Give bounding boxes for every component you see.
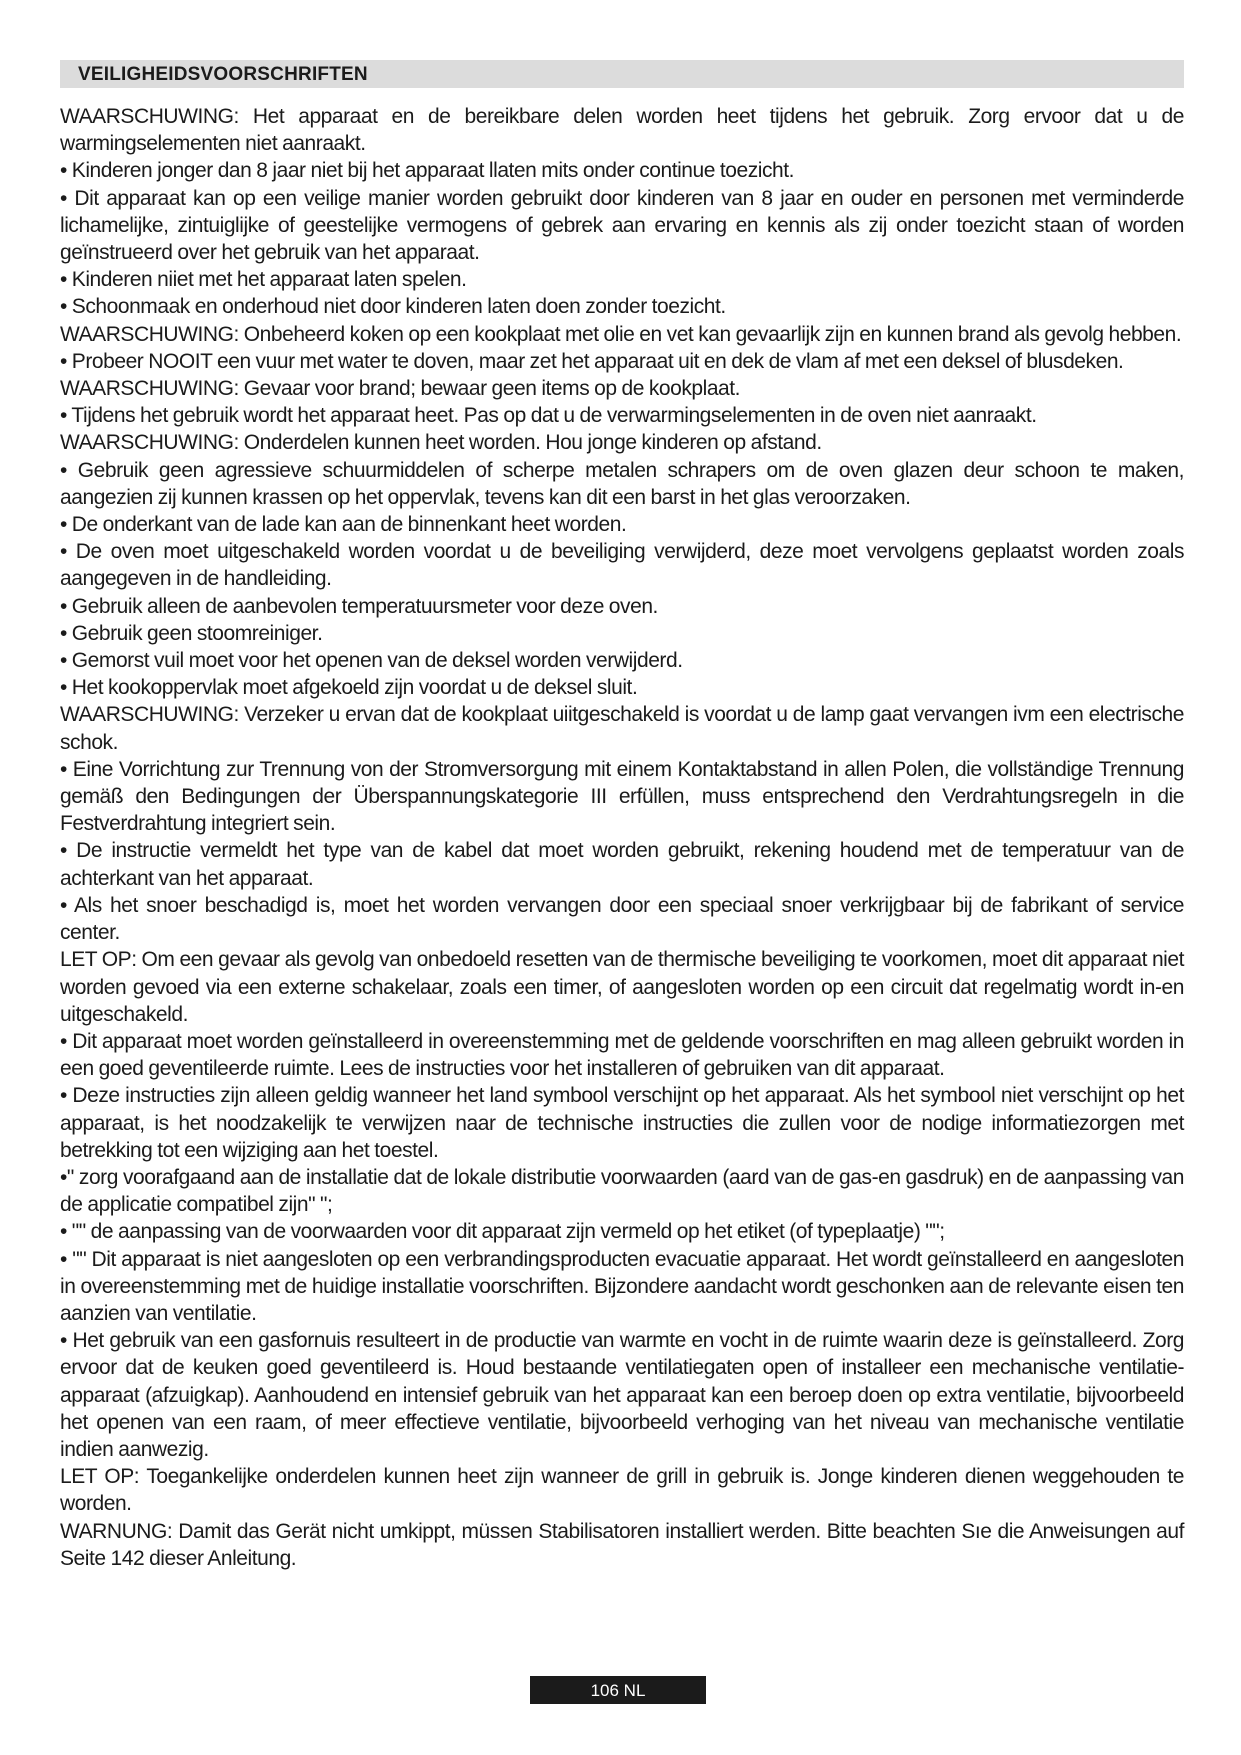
paragraph: WAARSCHUWING: Het apparaat en de bereikbare delen worden heet tijdens het gebruik. Zorg ervoor dat u de warmingselementen niet aanraakt.	[60, 105, 1184, 156]
paragraph: WAARSCHUWING: Onderdelen kunnen heet worden. Hou jonge kinderen op afstand.	[60, 431, 822, 455]
paragraph: WAARSCHUWING: Onbeheerd koken op een kookplaat met olie en vet kan gevaarlijk zijn en kunnen brand als gevolg hebben.	[60, 322, 1182, 346]
paragraph: • Schoonmaak en onderhoud niet door kinderen laten doen zonder toezicht.	[60, 295, 726, 319]
paragraph: • Kinderen niiet met het apparaat laten spelen.	[60, 268, 467, 292]
paragraph: • "" Dit apparaat is niet aangesloten op een verbrandingsproducten evacuatie apparaat. Het wordt geïnstalleerd en aangesloten in overeenstemming met de huidige installatie voorschriften. Bijzondere aandacht wordt geschonken aan de relevante eisen ten aanzien van ventilatie.	[60, 1247, 1184, 1325]
paragraph: • Het gebruik van een gasfornuis resulteert in de productie van warmte en vocht in de ruimte waarin deze is geïnstalleerd. Zorg ervoor dat de keuken goed geventileerd is. Houd bestaande ventilatiegaten open of installeer een mechanische ventilatie-apparaat (afzuigkap). Aanhoudend en intensief gebruik van het apparaat kan een beroep doen op extra ventilatie, bijvoorbeeld het openen van een raam, of meer effectieve ventilatie, bijvoorbeeld verhoging van het niveau van mechanische ventilatie indien aanwezig.	[60, 1329, 1184, 1461]
paragraph: • De instructie vermeldt het type van de kabel dat moet worden gebruikt, rekening houdend met de temperatuur van de achterkant van het apparaat.	[60, 839, 1184, 890]
paragraph: •" zorg voorafgaand aan de installatie dat de lokale distributie voorwaarden (aard van de gas-en gasdruk) en de aanpassing van de applicatie compatibel zijn" ";	[60, 1165, 1184, 1217]
paragraph: • Deze instructies zijn alleen geldig wanneer het land symbool verschijnt op het apparaat. Als het symbool niet verschijnt op het apparaat, is het noodzakelijk te verwijzen naar de technische instructies die zullen voor de nodige informatiezorgen met betrekking tot een wijziging aan het toestel.	[60, 1084, 1184, 1162]
paragraph: • Kinderen jonger dan 8 jaar niet bij het apparaat llaten mits onder continue toezicht.	[60, 159, 795, 183]
page-number: 106 NL	[530, 1676, 706, 1704]
paragraph: • Gebruik alleen de aanbevolen temperatuursmeter voor deze oven.	[60, 594, 658, 618]
paragraph: • Als het snoer beschadigd is, moet het worden vervangen door een speciaal snoer verkrijgbaar bij de fabrikant of service center.	[60, 893, 1184, 945]
paragraph: • Probeer NOOIT een vuur met water te doven, maar zet het apparaat uit en dek de vlam af met een deksel of blusdeken.	[60, 349, 1124, 373]
paragraph: LET OP: Om een gevaar als gevolg van onbedoeld resetten van de thermische beveiliging te voorkomen, moet dit apparaat niet worden gevoed via een externe schakelaar, zoals een timer, of aangesloten worden op een circuit dat regelmatig wordt in-en uitgeschakeld.	[60, 948, 1184, 1026]
section-title: VEILIGHEIDSVOORSCHRIFTEN	[60, 60, 1184, 88]
paragraph: • Gebruik geen agressieve schuurmiddelen of scherpe metalen schrapers om de oven glazen deur schoon te maken, aangezien zij kunnen krassen op het oppervlak, tevens kan dit een barst in het glas veroorzaken.	[60, 458, 1184, 509]
safety-instructions-text	[60, 103, 1184, 1572]
paragraph: WAARSCHUWING: Verzeker u ervan dat de kookplaat uiitgeschakeld is voordat u de lamp gaat vervangen ivm een electrische schok.	[60, 703, 1184, 754]
paragraph: LET OP: Toegankelijke onderdelen kunnen heet zijn wanneer de grill in gebruik is. Jonge kinderen dienen weggehouden te worden.	[60, 1465, 1184, 1516]
paragraph: • Eine Vorrichtung zur Trennung von der Stromversorgung mit einem Kontaktabstand in allen Polen, die vollständige Trennung gemäß den Bedingungen der Überspannungskategorie III erfüllen, muss entsprechend den Verdrahtungsregeln in die Festverdrahtung integriert sein.	[60, 757, 1184, 836]
paragraph: WARNUNG: Damit das Gerät nicht umkippt, müssen Stabilisatoren installiert werden. Bitte beachten Sıe die Anweisungen auf Seite 142 dieser Anleitung.	[60, 1519, 1184, 1570]
paragraph: • Dit apparaat kan op een veilige manier worden gebruikt door kinderen van 8 jaar en ouder en personen met verminderde lichamelijke, zintuiglijke of geestelijke vermogens of gebrek aan ervaring en kennis als zij onder toezicht staan of worden geïnstrueerd over het gebruik van het apparaat.	[60, 186, 1184, 265]
paragraph: • Het kookoppervlak moet afgekoeld zijn voordat u de deksel sluit.	[60, 676, 638, 700]
paragraph: WAARSCHUWING: Gevaar voor brand; bewaar geen items op de kookplaat.	[60, 377, 741, 401]
paragraph: • De onderkant van de lade kan aan de binnenkant heet worden.	[60, 513, 627, 537]
paragraph: • De oven moet uitgeschakeld worden voordat u de beveiliging verwijderd, deze moet vervolgens geplaatst worden zoals aangegeven in de handleiding.	[60, 540, 1184, 591]
paragraph: • Dit apparaat moet worden geïnstalleerd in overeenstemming met de geldende voorschriften en mag alleen gebruikt worden in een goed geventileerde ruimte. Lees de instructies voor het installeren of gebruiken van dit apparaat.	[60, 1029, 1184, 1081]
paragraph: • Gemorst vuil moet voor het openen van de deksel worden verwijderd.	[60, 649, 683, 673]
paragraph: • Tijdens het gebruik wordt het apparaat heet. Pas op dat u de verwarmingselementen in de oven niet aanraakt.	[60, 404, 1037, 428]
paragraph: • "" de aanpassing van de voorwaarden voor dit apparaat zijn vermeld op het etiket (of typeplaatje) "";	[60, 1220, 945, 1244]
paragraph: • Gebruik geen stoomreiniger.	[60, 621, 323, 645]
